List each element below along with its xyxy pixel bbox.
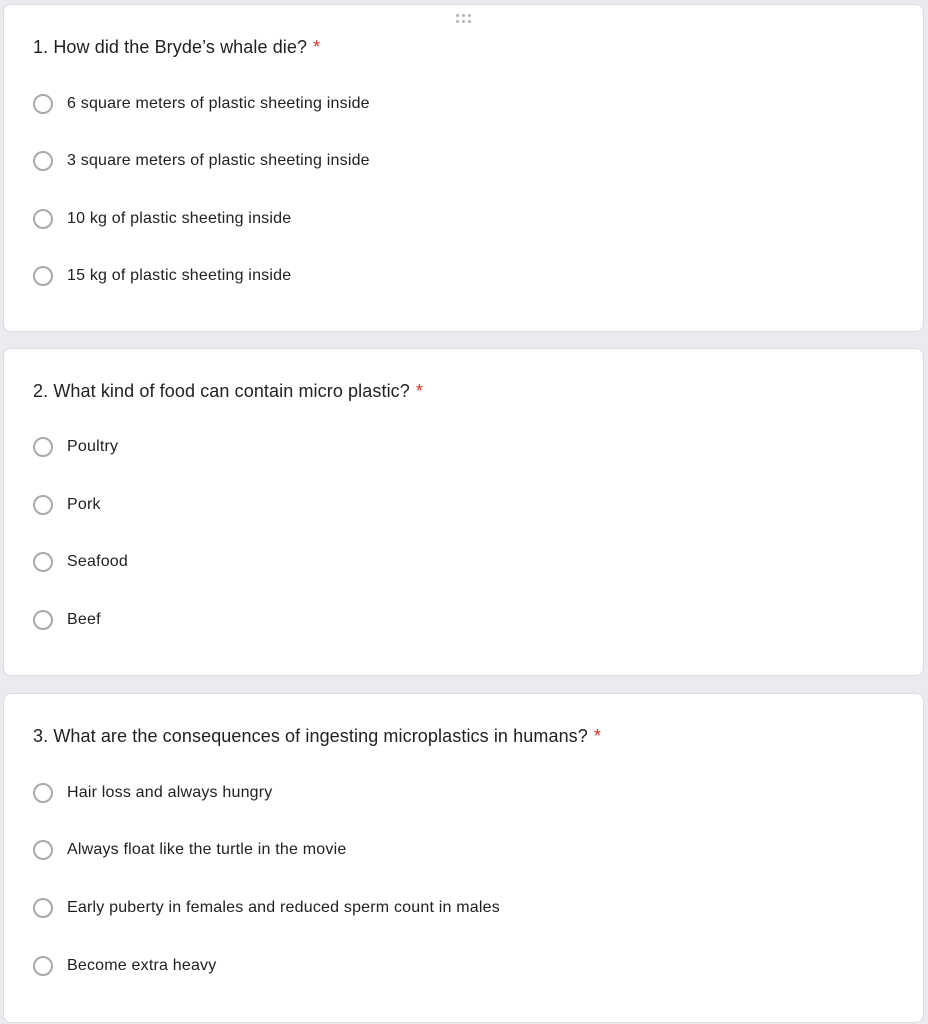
radio-button[interactable] (33, 209, 53, 229)
radio-button[interactable] (33, 495, 53, 515)
question-card-3 (3, 693, 924, 1023)
required-asterisk: * (313, 37, 321, 57)
radio-button[interactable] (33, 151, 53, 171)
radio-button[interactable] (33, 783, 53, 803)
radio-option-3-2[interactable] (33, 837, 346, 863)
option-label: 10 kg of plastic sheeting inside (67, 210, 292, 227)
radio-option-2-1[interactable] (33, 434, 118, 460)
radio-button[interactable] (33, 840, 53, 860)
option-label: Pork (67, 496, 101, 513)
required-asterisk: * (415, 381, 423, 401)
question-card-2 (3, 348, 924, 676)
radio-button[interactable] (33, 94, 53, 114)
question-title-text: 3. What are the consequences of ingesting microplastics in humans? (33, 726, 588, 746)
radio-option-3-4[interactable] (33, 953, 216, 979)
question-title-text: 2. What kind of food can contain micro plastic? (33, 381, 410, 401)
radio-option-1-3[interactable] (33, 206, 291, 232)
question-title (33, 726, 601, 747)
radio-option-1-1[interactable] (33, 91, 370, 117)
option-label: Seafood (67, 553, 129, 570)
radio-button[interactable] (33, 956, 53, 976)
radio-option-1-2[interactable] (33, 148, 370, 174)
option-label: Hair loss and always hungry (67, 784, 273, 801)
radio-button[interactable] (33, 437, 53, 457)
drag-handle-icon[interactable] (454, 14, 474, 26)
radio-option-3-3[interactable] (33, 895, 500, 921)
radio-option-3-1[interactable] (33, 780, 273, 806)
question-card-1 (3, 4, 924, 332)
option-label: Poultry (67, 438, 119, 455)
option-label: 6 square meters of plastic sheeting inside (67, 95, 370, 112)
required-asterisk: * (593, 726, 602, 746)
radio-option-2-2[interactable] (33, 492, 101, 518)
option-label: Beef (67, 611, 101, 628)
radio-option-2-3[interactable] (33, 549, 128, 575)
option-label: Always float like the turtle in the movie (67, 841, 347, 858)
radio-button[interactable] (33, 610, 53, 630)
radio-option-1-4[interactable] (33, 263, 291, 289)
option-label: 15 kg of plastic sheeting inside (67, 267, 292, 284)
question-title-text: 1. How did the Bryde’s whale die? (33, 37, 308, 57)
radio-button[interactable] (33, 266, 53, 286)
question-title (33, 381, 423, 402)
option-label: 3 square meters of plastic sheeting inside (67, 152, 370, 169)
option-label: Early puberty in females and reduced sperm count in males (67, 899, 500, 916)
radio-button[interactable] (33, 552, 53, 572)
question-title (33, 37, 320, 58)
radio-button[interactable] (33, 898, 53, 918)
radio-option-2-4[interactable] (33, 607, 101, 633)
option-label: Become extra heavy (67, 957, 217, 974)
